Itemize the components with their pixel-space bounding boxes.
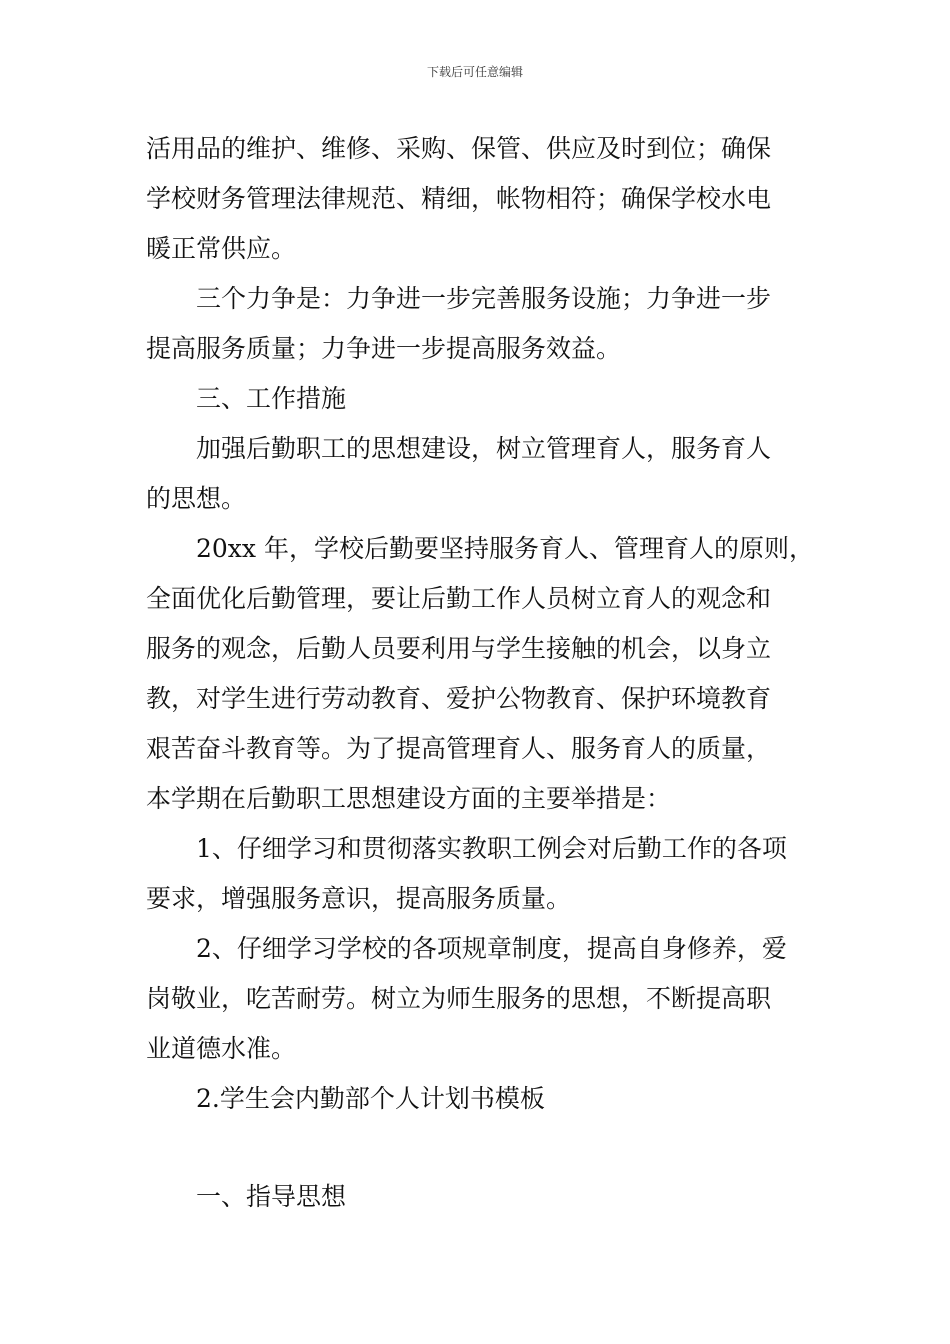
body-line: 1、仔细学习和贯彻落实教职工例会对后勤工作的各项	[196, 834, 787, 863]
body-line: 艰苦奋斗教育等。为了提高管理育人、服务育人的质量，	[146, 734, 772, 763]
body-line: 本学期在后勤职工思想建设方面的主要举措是：	[146, 784, 672, 813]
body-line: 业道德水准。	[146, 1034, 297, 1063]
body-line: 教，对学生进行劳动教育、爱护公物教育、保护环境教育	[146, 684, 772, 713]
body-line: 加强后勤职工的思想建设，树立管理育人，服务育人	[196, 434, 772, 463]
section-title: 2.学生会内勤部个人计划书模板	[196, 1084, 545, 1113]
body-line: 要求，增强服务意识，提高服务质量。	[146, 884, 572, 913]
body-line: 活用品的维护、维修、采购、保管、供应及时到位；确保	[146, 134, 772, 163]
body-line: 学校财务管理法律规范、精细，帐物相符；确保学校水电	[146, 184, 772, 213]
body-line: 2、仔细学习学校的各项规章制度，提高自身修养，爱	[196, 934, 787, 963]
body-line: 服务的观念，后勤人员要利用与学生接触的机会，以身立	[146, 634, 772, 663]
body-line: 全面优化后勤管理，要让后勤工作人员树立育人的观念和	[146, 584, 772, 613]
body-line: 20xx 年，学校后勤要坚持服务育人、管理育人的原则，	[196, 534, 814, 563]
header-note: 下载后可任意编辑	[426, 65, 523, 79]
body-line: 岗敬业，吃苦耐劳。树立为师生服务的思想，不断提高职	[146, 984, 772, 1013]
body-line: 提高服务质量；力争进一步提高服务效益。	[146, 334, 622, 363]
body-line: 暖正常供应。	[146, 234, 297, 263]
section-heading: 一、指导思想	[196, 1182, 347, 1211]
body-line: 的思想。	[146, 484, 247, 513]
body-line: 三个力争是：力争进一步完善服务设施；力争进一步	[196, 284, 772, 313]
section-heading: 三、工作措施	[196, 384, 347, 413]
